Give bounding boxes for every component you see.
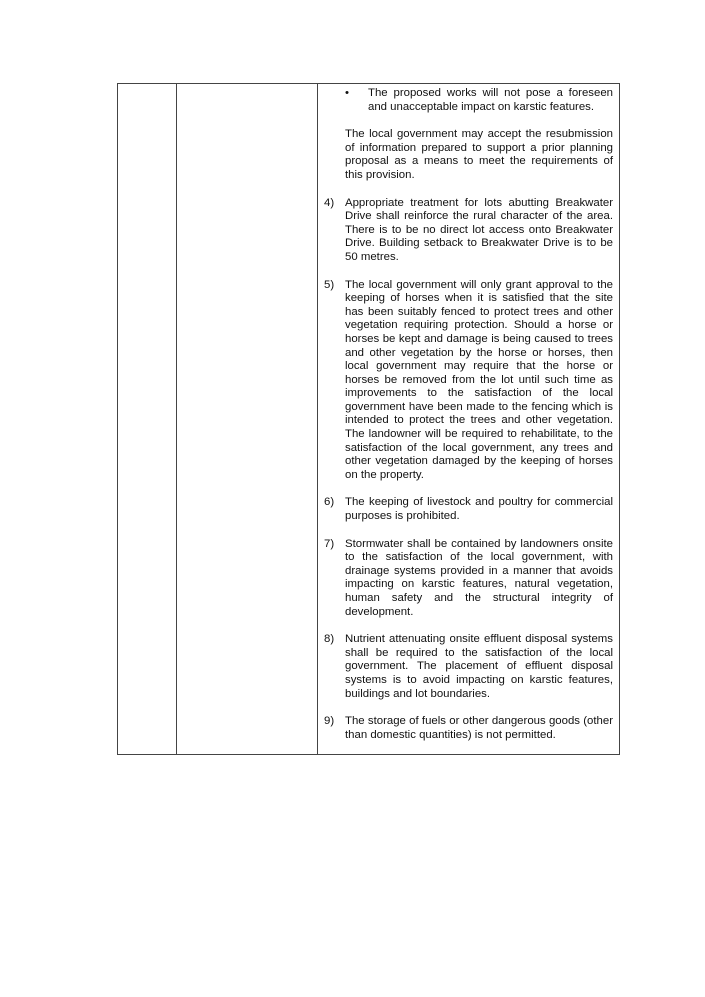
- table-row: [118, 84, 620, 755]
- item-number: 5): [324, 278, 335, 291]
- provisions-table: [117, 83, 620, 755]
- bullet-dot-icon: •: [345, 87, 349, 99]
- provision-item-6: [324, 496, 613, 523]
- provision-item-5: [324, 279, 613, 483]
- bullet-text: The proposed works will not pose a foreseen and unacceptable impact on karstic features.: [368, 87, 613, 113]
- provisions-cell: [318, 84, 620, 755]
- item-text: The keeping of livestock and poultry for commercial purposes is prohibited.: [345, 496, 613, 523]
- provision-item-8: [324, 633, 613, 701]
- item-text: The local government will only grant approval to the keeping of horses when it is satisfied that the site has been suitably fenced to protect trees and other vegetation requiring protection. Should a horse or horses be kept and damage is being caused to trees and other vegetation by the horse or horses, then local government may require that the horse or horses be removed from the lot until such time as improvements to the satisfaction of the local government have been made to the fencing which is intended to protect the trees and other vegetation. The landowner will be required to rehabilitate, to the satisfaction of the local government, any trees and other vegetation damaged by the keeping of horses on the property.: [345, 278, 613, 481]
- bullet-item: [345, 87, 613, 114]
- item-text: Stormwater shall be contained by landowners onsite to the satisfaction of the local government, with drainage systems provided in a manner that avoids impacting on karstic features, natural vegetation, human safety and the structural integrity of development.: [345, 537, 613, 618]
- provision-item-4: [324, 197, 613, 265]
- item-number: 8): [324, 633, 335, 646]
- resubmission-paragraph: The local government may accept the resubmission of information prepared to support a prior planning proposal as a means to meet the requirements of this provision.: [345, 128, 613, 181]
- item-number: 6): [324, 496, 335, 509]
- item-number: 4): [324, 196, 335, 209]
- column-2-cell: [177, 84, 318, 755]
- item-number: 9): [324, 715, 335, 728]
- item-text: Nutrient attenuating onsite effluent disposal systems shall be required to the satisfaction of the local government. The placement of effluent disposal systems is to avoid impacting on karstic features, buildings and lot boundaries.: [345, 633, 613, 700]
- item-text: The storage of fuels or other dangerous goods (other than domestic quantities) is not permitted.: [345, 715, 613, 741]
- provision-item-9: [324, 715, 613, 742]
- column-1-cell: [118, 84, 177, 755]
- provision-item-7: [324, 538, 613, 620]
- item-number: 7): [324, 537, 335, 550]
- item-text: Appropriate treatment for lots abutting Breakwater Drive shall reinforce the rural character of the area. There is to be no direct lot access onto Breakwater Drive. Building setback to Breakwater Drive is to be 50 metres.: [345, 196, 613, 263]
